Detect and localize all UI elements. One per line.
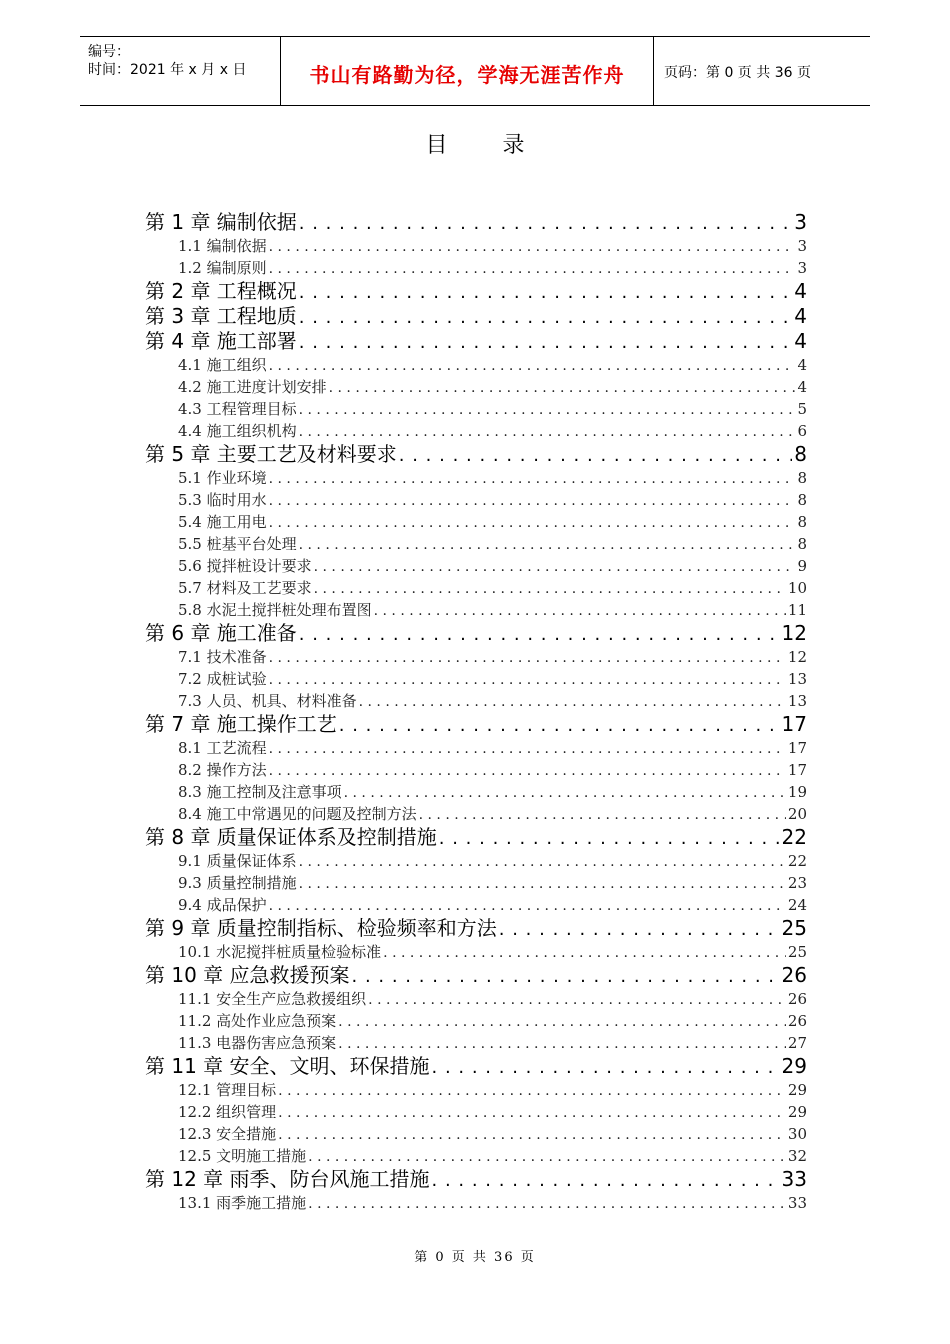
- toc-chapter-entry[interactable]: [145, 963, 807, 988]
- table-of-contents: [145, 210, 807, 1214]
- toc-dot-leader: [278, 1124, 786, 1145]
- toc-page-number: 4: [797, 356, 807, 374]
- toc-dot-leader: [314, 578, 786, 599]
- toc-entry-title: 11.3 电器伤害应急预案: [178, 1034, 337, 1052]
- toc-dot-leader: [338, 1033, 786, 1054]
- toc-dot-leader: [344, 782, 786, 803]
- toc-entry-title: 11.1 安全生产应急救援组织: [178, 990, 367, 1008]
- toc-dot-leader: [308, 1193, 786, 1214]
- toc-page-number: 9: [797, 557, 807, 575]
- toc-page-number: 3: [794, 210, 807, 234]
- doc-code-label: 编号：: [88, 44, 130, 60]
- toc-entry-title: 5.3 临时用水: [178, 491, 267, 509]
- toc-dot-leader: [499, 917, 780, 941]
- toc-entry-title: 8.2 操作方法: [178, 761, 267, 779]
- toc-section-entry[interactable]: [145, 489, 807, 511]
- toc-entry-title: 第 7 章 施工操作工艺: [145, 712, 337, 736]
- toc-page-number: 33: [781, 1167, 807, 1191]
- header-motto-cell: [281, 37, 654, 105]
- toc-entry-title: 12.3 安全措施: [178, 1125, 277, 1143]
- toc-entry-title: 第 4 章 施工部署: [145, 329, 297, 353]
- toc-dot-leader: [359, 691, 786, 712]
- toc-dot-leader: [269, 738, 786, 759]
- toc-page-number: 8: [797, 469, 807, 487]
- toc-dot-leader: [269, 236, 796, 257]
- toc-entry-title: 第 5 章 主要工艺及材料要求: [145, 442, 397, 466]
- toc-entry-title: 9.1 质量保证体系: [178, 852, 297, 870]
- toc-entry-title: 12.1 管理目标: [178, 1081, 277, 1099]
- toc-entry-title: 4.4 施工组织机构: [178, 422, 297, 440]
- toc-chapter-entry[interactable]: [145, 279, 807, 304]
- toc-section-entry[interactable]: [145, 988, 807, 1010]
- toc-dot-leader: [314, 556, 796, 577]
- toc-dot-leader: [299, 280, 792, 304]
- toc-page-number: 30: [787, 1125, 807, 1143]
- toc-dot-leader: [269, 355, 796, 376]
- toc-page-number: 13: [787, 670, 807, 688]
- toc-section-entry[interactable]: [145, 803, 807, 825]
- toc-chapter-entry[interactable]: [145, 712, 807, 737]
- toc-section-entry[interactable]: [145, 467, 807, 489]
- toc-section-entry[interactable]: [145, 1192, 807, 1214]
- toc-section-entry[interactable]: [145, 398, 807, 420]
- toc-dot-leader: [269, 490, 796, 511]
- page-header: [80, 36, 870, 106]
- toc-dot-leader: [299, 399, 796, 420]
- page-footer: 第 0 页 共 36 页: [414, 1250, 536, 1265]
- toc-entry-title: 8.3 施工控制及注意事项: [178, 783, 342, 801]
- toc-section-entry[interactable]: [145, 850, 807, 872]
- toc-entry-title: 10.1 水泥搅拌桩质量检验标准: [178, 943, 382, 961]
- toc-dot-leader: [329, 377, 796, 398]
- toc-dot-leader: [352, 964, 780, 988]
- toc-section-entry[interactable]: [145, 668, 807, 690]
- toc-entry-title: 5.5 桩基平台处理: [178, 535, 297, 553]
- toc-page-number: 12: [787, 648, 807, 666]
- toc-section-entry[interactable]: [145, 599, 807, 621]
- toc-page-number: 8: [797, 491, 807, 509]
- toc-page-number: 23: [787, 874, 807, 892]
- toc-chapter-entry[interactable]: [145, 1054, 807, 1079]
- toc-dot-leader: [383, 942, 786, 963]
- toc-entry-title: 7.3 人员、机具、材料准备: [178, 692, 357, 710]
- toc-page-number: 10: [787, 579, 807, 597]
- toc-section-entry[interactable]: [145, 781, 807, 803]
- toc-dot-leader: [439, 826, 780, 850]
- toc-section-entry[interactable]: [145, 555, 807, 577]
- toc-page-number: 4: [794, 279, 807, 303]
- toc-chapter-entry[interactable]: [145, 825, 807, 850]
- toc-dot-leader: [269, 895, 786, 916]
- header-page-code: 页码：第 0 页 共 36 页: [664, 65, 811, 81]
- toc-dot-leader: [374, 600, 786, 621]
- toc-page-number: 6: [797, 422, 807, 440]
- toc-section-entry[interactable]: [145, 1079, 807, 1101]
- toc-section-entry[interactable]: [145, 759, 807, 781]
- toc-section-entry[interactable]: [145, 1101, 807, 1123]
- toc-entry-title: 第 11 章 安全、文明、环保措施: [145, 1054, 430, 1078]
- toc-entry-title: 11.2 高处作业应急预案: [178, 1012, 337, 1030]
- toc-page-number: 22: [787, 852, 807, 870]
- header-page-cell: [654, 37, 870, 105]
- toc-chapter-entry[interactable]: [145, 621, 807, 646]
- toc-dot-leader: [278, 1080, 786, 1101]
- toc-page-number: 4: [797, 378, 807, 396]
- toc-dot-leader: [269, 647, 786, 668]
- toc-chapter-entry[interactable]: [145, 329, 807, 354]
- toc-section-entry[interactable]: [145, 1145, 807, 1167]
- toc-page-number: 13: [787, 692, 807, 710]
- toc-dot-leader: [432, 1055, 780, 1079]
- toc-entry-title: 5.8 水泥土搅拌桩处理布置图: [178, 601, 372, 619]
- toc-page-number: 26: [781, 963, 807, 987]
- toc-page-number: 11: [787, 601, 807, 619]
- toc-chapter-entry[interactable]: [145, 210, 807, 235]
- toc-page-number: 32: [787, 1147, 807, 1165]
- toc-page-number: 26: [787, 1012, 807, 1030]
- toc-section-entry[interactable]: [145, 257, 807, 279]
- toc-entry-title: 4.2 施工进度计划安排: [178, 378, 327, 396]
- toc-section-entry[interactable]: [145, 420, 807, 442]
- toc-chapter-entry[interactable]: [145, 304, 807, 329]
- toc-entry-title: 8.4 施工中常遇见的问题及控制方法: [178, 805, 417, 823]
- toc-entry-title: 1.2 编制原则: [178, 259, 267, 277]
- toc-page-number: 29: [787, 1081, 807, 1099]
- header-info-cell: [80, 37, 281, 105]
- toc-page-number: 20: [787, 805, 807, 823]
- toc-chapter-entry[interactable]: [145, 442, 807, 467]
- toc-entry-title: 7.2 成桩试验: [178, 670, 267, 688]
- toc-section-entry[interactable]: [145, 872, 807, 894]
- toc-section-entry[interactable]: [145, 646, 807, 668]
- toc-entry-title: 13.1 雨季施工措施: [178, 1194, 307, 1212]
- toc-section-entry[interactable]: [145, 1010, 807, 1032]
- toc-dot-leader: [269, 760, 786, 781]
- toc-page-number: 4: [794, 304, 807, 328]
- toc-page-number: 26: [787, 990, 807, 1008]
- toc-dot-leader: [299, 873, 786, 894]
- toc-section-entry[interactable]: [145, 354, 807, 376]
- toc-section-entry[interactable]: [145, 894, 807, 916]
- toc-page-number: 8: [797, 513, 807, 531]
- toc-page-number: 22: [781, 825, 807, 849]
- toc-section-entry[interactable]: [145, 533, 807, 555]
- toc-section-entry[interactable]: [145, 1123, 807, 1145]
- toc-entry-title: 第 8 章 质量保证体系及控制措施: [145, 825, 437, 849]
- toc-dot-leader: [269, 468, 796, 489]
- toc-entry-title: 5.6 搅拌桩设计要求: [178, 557, 312, 575]
- toc-page-number: 33: [787, 1194, 807, 1212]
- toc-page-number: 17: [781, 712, 807, 736]
- toc-page-number: 5: [797, 400, 807, 418]
- toc-dot-leader: [299, 211, 792, 235]
- toc-section-entry[interactable]: [145, 1032, 807, 1054]
- toc-entry-title: 第 3 章 工程地质: [145, 304, 297, 328]
- toc-page-number: 29: [787, 1103, 807, 1121]
- toc-entry-title: 9.3 质量控制措施: [178, 874, 297, 892]
- toc-dot-leader: [299, 421, 796, 442]
- header-motto: 书山有路勤为径，学海无涯苦作舟: [309, 63, 625, 87]
- toc-section-entry[interactable]: [145, 376, 807, 398]
- toc-dot-leader: [432, 1168, 780, 1192]
- toc-dot-leader: [269, 258, 796, 279]
- toc-dot-leader: [339, 713, 780, 737]
- toc-page-number: 29: [781, 1054, 807, 1078]
- toc-page-number: 4: [794, 329, 807, 353]
- toc-dot-leader: [368, 989, 786, 1010]
- toc-entry-title: 第 12 章 雨季、防台风施工措施: [145, 1167, 430, 1191]
- toc-page-number: 8: [794, 442, 807, 466]
- toc-dot-leader: [299, 305, 792, 329]
- toc-section-entry[interactable]: [145, 235, 807, 257]
- toc-dot-leader: [419, 804, 786, 825]
- doc-date-label: 时间：2021 年 x 月 x 日: [88, 62, 247, 78]
- toc-page-number: 12: [781, 621, 807, 645]
- toc-entry-title: 1.1 编制依据: [178, 237, 267, 255]
- toc-entry-title: 7.1 技术准备: [178, 648, 267, 666]
- toc-dot-leader: [399, 443, 792, 467]
- toc-entry-title: 第 6 章 施工准备: [145, 621, 297, 645]
- toc-dot-leader: [278, 1102, 786, 1123]
- toc-entry-title: 4.1 施工组织: [178, 356, 267, 374]
- toc-section-entry[interactable]: [145, 941, 807, 963]
- toc-dot-leader: [338, 1011, 786, 1032]
- toc-dot-leader: [269, 669, 786, 690]
- toc-entry-title: 5.4 施工用电: [178, 513, 267, 531]
- toc-section-entry[interactable]: [145, 577, 807, 599]
- toc-entry-title: 5.1 作业环境: [178, 469, 267, 487]
- toc-chapter-entry[interactable]: [145, 916, 807, 941]
- toc-entry-title: 第 2 章 工程概况: [145, 279, 297, 303]
- toc-page-number: 24: [787, 896, 807, 914]
- toc-page-number: 8: [797, 535, 807, 553]
- toc-page-number: 17: [787, 761, 807, 779]
- toc-dot-leader: [299, 534, 796, 555]
- toc-page-number: 25: [787, 943, 807, 961]
- toc-page-number: 25: [781, 916, 807, 940]
- toc-entry-title: 12.5 文明施工措施: [178, 1147, 307, 1165]
- toc-page-number: 17: [787, 739, 807, 757]
- toc-section-entry[interactable]: [145, 737, 807, 759]
- toc-entry-title: 4.3 工程管理目标: [178, 400, 297, 418]
- toc-dot-leader: [308, 1146, 786, 1167]
- toc-entry-title: 8.1 工艺流程: [178, 739, 267, 757]
- toc-dot-leader: [299, 330, 792, 354]
- toc-entry-title: 9.4 成品保护: [178, 896, 267, 914]
- toc-page-number: 19: [787, 783, 807, 801]
- toc-page-number: 27: [787, 1034, 807, 1052]
- toc-entry-title: 第 10 章 应急救援预案: [145, 963, 350, 987]
- toc-dot-leader: [269, 512, 796, 533]
- toc-entry-title: 第 9 章 质量控制指标、检验频率和方法: [145, 916, 497, 940]
- toc-entry-title: 12.2 组织管理: [178, 1103, 277, 1121]
- toc-dot-leader: [299, 851, 786, 872]
- toc-chapter-entry[interactable]: [145, 1167, 807, 1192]
- toc-entry-title: 第 1 章 编制依据: [145, 210, 297, 234]
- toc-entry-title: 5.7 材料及工艺要求: [178, 579, 312, 597]
- toc-page-number: 3: [797, 259, 807, 277]
- toc-section-entry[interactable]: [145, 511, 807, 533]
- toc-page-number: 3: [797, 237, 807, 255]
- toc-section-entry[interactable]: [145, 690, 807, 712]
- toc-dot-leader: [299, 622, 780, 646]
- toc-title: 目 录: [425, 133, 549, 158]
